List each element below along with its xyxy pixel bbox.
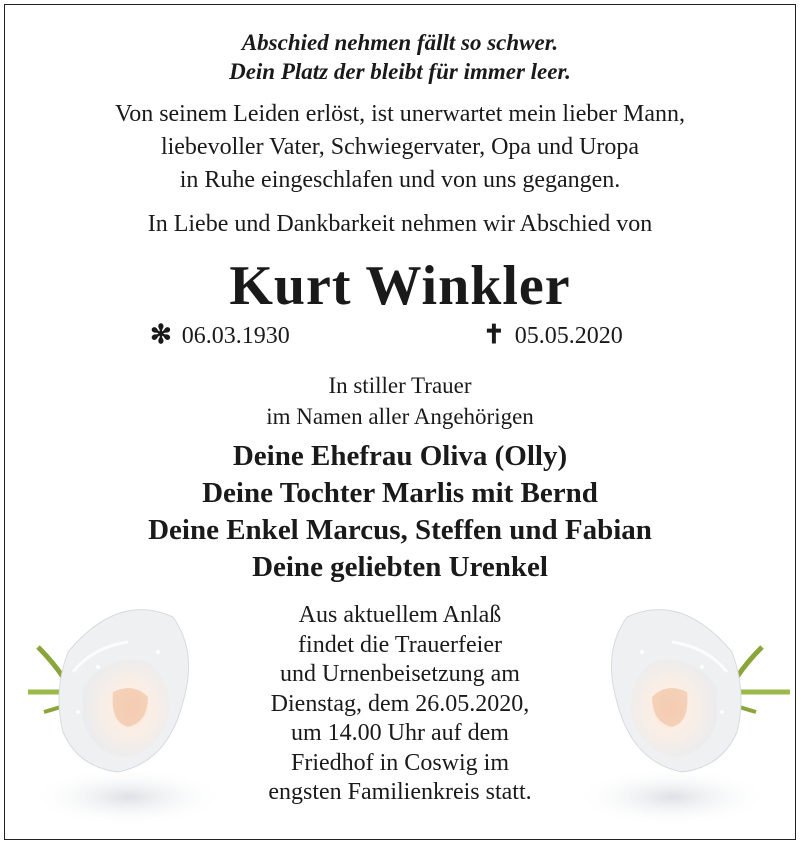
ceremony-line: findet die Trauerfeier: [298, 631, 502, 658]
family-member: Deine Ehefrau Oliva (Olly): [232, 440, 568, 472]
ceremony-line: engsten Familienkreis statt.: [268, 779, 532, 805]
intro-line: liebevoller Vater, Schwiegervater, Opa und Uropa: [160, 134, 640, 160]
cross-icon: ✝: [483, 320, 505, 349]
ceremony-line: und Urnenbeisetzung am: [280, 661, 520, 687]
farewell-line: In Liebe und Dankbarkeit nehmen wir Abschied von: [147, 211, 653, 237]
ceremony-line: Aus aktuellem Anlaß: [298, 602, 502, 628]
birth-date-block: [150, 320, 290, 351]
intro-text: [0, 98, 800, 197]
intro-line: Von seinem Leiden erlöst, ist unerwartet mein lieber Mann,: [114, 101, 686, 127]
deceased-name: Kurt Winkler: [229, 255, 571, 317]
family-member: Deine geliebten Urenkel: [252, 551, 548, 583]
ceremony-line: um 14.00 Uhr auf dem: [291, 720, 509, 746]
motto-line: Dein Platz der bleibt für immer leer.: [229, 59, 571, 84]
ceremony-info: [0, 601, 800, 808]
family-list: [0, 438, 800, 586]
mourning-line: In stiller Trauer: [328, 373, 472, 398]
family-member: Deine Enkel Marcus, Steffen und Fabian: [148, 514, 652, 546]
ceremony-line: Friedhof in Coswig im: [290, 749, 509, 776]
death-date-block: [483, 320, 623, 351]
family-member: Deine Tochter Marlis mit Bernd: [202, 477, 598, 509]
intro-line: in Ruhe eingeschlafen und von uns gegangen.: [179, 167, 621, 193]
ceremony-line: Dienstag, dem 26.05.2020,: [270, 690, 530, 717]
motto-line: Abschied nehmen fällt so schwer.: [241, 30, 559, 55]
asterisk-star-icon: ✻: [150, 320, 172, 349]
motto-verse: [0, 28, 800, 86]
mourning-text: [0, 370, 800, 432]
birth-date: 06.03.1930: [181, 323, 290, 349]
mourning-line: im Namen aller Angehörigen: [266, 404, 534, 429]
death-date: 05.05.2020: [514, 323, 623, 349]
